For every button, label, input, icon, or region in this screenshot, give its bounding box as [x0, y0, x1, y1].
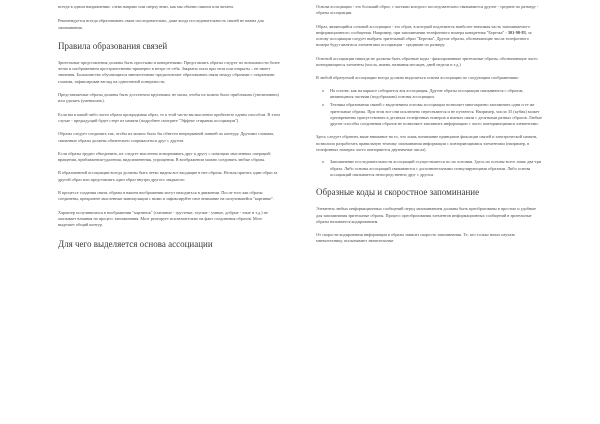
text: Образ, являющийся основой ассоциации - это образ, в который подлежится наиболее значимая часть запоминаемого информационного сообщения. Например, при запоминании телефонного номера конкретная "Березка" -	[316, 23, 530, 35]
paragraph: В любой образуемой ассоциации всегда должна выделяться основа ассоциации по следующим соображениям:	[316, 75, 519, 81]
list-item	[316, 88, 542, 101]
paragraph: Если образы трудно объединить, их следует мысленно поворачивать друг к другу с помощью мысленных операций: вращения, приближения-удаления, видоизменения, упрощения. В воображении можно соединять любые образы.	[58, 150, 272, 163]
text: , за основу ассоциации следует выбрать зрительный образ "Березка". Другие образы, обозначающие числа телефонного номера будут являться элементами ассоциации - средними по размеру.	[316, 29, 532, 48]
paragraph: В образованной ассоциации всегда должны быть четко видны все входящие в нее образы. Нельзя прятать один образ за другой образ или представлять один образ внутри другого закрытого.	[58, 170, 278, 182]
heading-basis: Для чего выделяется основа ассоциации	[58, 238, 213, 249]
paragraph: Основа ассоциации - это больший образ, с частями которого последовательно связываются другие - средние по размеру - образы ассоциации.	[316, 4, 539, 16]
paragraph: В процессе создания связи, образы в вашем воображении могут находиться в движении. После того как образы соединены, прекратите мысленные манипуляции с ними и зафиксируйте свое внимание на получившейся "картинке".	[58, 190, 275, 202]
bullet-list	[316, 159, 542, 178]
bullet-icon: o	[322, 102, 325, 108]
list-item-text: Техника образования связей с выделением основы ассоциации позволяет многократно запоминать одни и те же зрительные образы. При этом все они исключено пересекаются и не путаются. Например, число 35 (кубик) может одновременно присутствовать в десятках телефонных номеров и именах связи с десятками разных образов. Любые другие способы соединения образов не позволяют запомнить информацию с часто повторяющимися элементами.	[330, 102, 542, 127]
paragraph: Рекомендуется всегда образовывать связи последовательно, даже когда последовательность связей не важна для запоминания.	[58, 18, 264, 30]
heading-codes: Образные коды и скоростное запоминание	[316, 187, 480, 198]
paragraph: Зрительные представления должны быть простыми и конкретными. Представлять образы следует по возможности более четко и изображением пространственно-примерно в метре от себя. Закрыты глаза при этом или открыты – не имеет значения. Большинство обучающихся мнемотехнике предпочитают образовывать связи между образами с открытыми глазами, зафиксировав взгляд на однотонной поверхности.	[58, 59, 280, 84]
list-item	[316, 102, 542, 127]
paragraph: Характер получившихся в воображении "картинок" (смешные - грустные, глупые - умные, добрые - злые и т.д.) не оказывает влияния на процесс запоминания. Мозг реагирует исключительно на факт соединения образов. Мозг выделяет общий контур.	[58, 209, 268, 228]
paragraph: Если вы в какой-либо части образа прокрадывая образ, то к этой части вы мысленно прибегаете одним способом. В этом случае - предыдущий будет стерт из памяти (подробнее смотрите "Эффект стирания ассоциации").	[58, 111, 280, 123]
paragraph: Здесь следует обратить ваше внимание на то, что лишь понимание принципов фиксации связей и электрической памяти, позволило разработать правильную технику запоминания информации с повторяющимися элементами (например, в телефонных номерах часто повторяются двузначные числа).	[316, 134, 538, 153]
bullet-icon: o	[322, 87, 325, 93]
paragraph: Элементы любых информационных сообщений перед запоминанием должны быть преобразованы в простые и удобные для запоминания зрительные образы. Процесс преобразования элементов информационных сообщений в зрительные образы называется кодированием.	[316, 206, 537, 224]
paragraph	[316, 24, 542, 49]
bullet-icon: o	[322, 159, 325, 165]
list-item-text: На основе, как на каркасе собирается вся ассоциация. Другие образы ассоциации связываются с образом, являющимся частями (подобразами) основы ассоциации.	[330, 87, 524, 99]
paragraph: Образы следует соединять так, чтобы их можно было бы обвести непрерывной линией по контуру. Другими словами, связанные образы должны обязательно соприкасаться друг с другом.	[58, 131, 274, 143]
list-item	[316, 159, 542, 178]
list-item-text: Запоминание последовательности ассоциаций осуществляется по их основам. Здесь их основы всего лишь два-три образа. Либо основы ассоциаций связываются с дополнительными стимулирующими образами. Либо основа ассоциаций связывается непосредственно друг с другом.	[330, 159, 542, 177]
paragraph: всегда в одном направлении: слева направо или сверху вниз, как мы обычно пишем или читаем.	[58, 4, 234, 9]
phone-number: 301-90-83	[507, 29, 526, 35]
paragraph: Основой ассоциации никогда не должны быть образные коды - фиксированные зрительные образы, обозначающие часто повторяющиеся элементы (числа, имена, названия месяцев, дней недели и т.д.)	[316, 55, 538, 68]
paragraph: От скорости кодирования информации в образы зависит скорость запоминания. Те, кто только начал изучать мнемотехнику, испытывают значительные	[316, 232, 516, 244]
right-column	[316, 0, 542, 424]
heading-rules: Правила образования связей	[58, 40, 168, 51]
bullet-list	[316, 88, 542, 128]
left-column	[58, 0, 280, 424]
paragraph: Представляемые образы должны быть достаточно крупными, не малы, чтобы их можно было приближать (увеличивать) или удалять (уменьшать).	[58, 92, 279, 104]
